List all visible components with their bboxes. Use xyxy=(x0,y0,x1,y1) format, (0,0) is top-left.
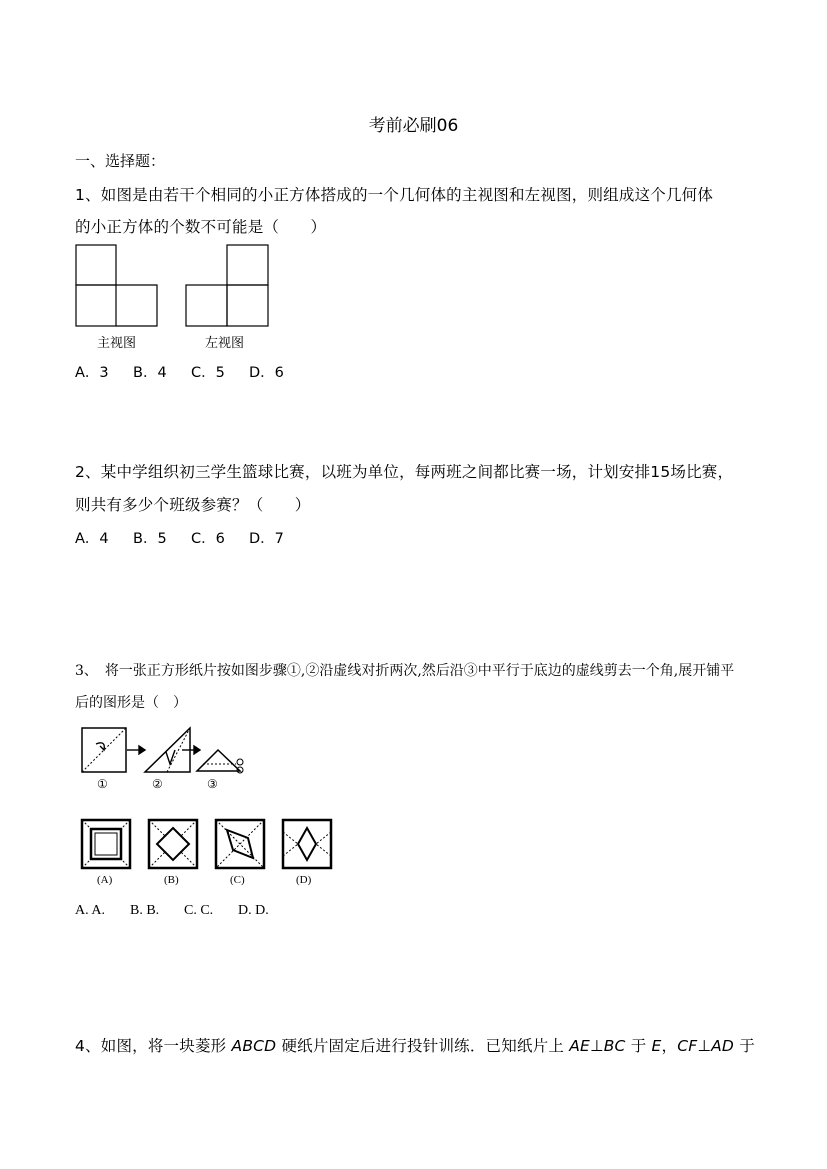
q4-var-ad: AD xyxy=(711,1037,735,1055)
main-view-label: 主视图 xyxy=(97,336,137,351)
arrow-1 xyxy=(127,746,145,754)
q1-option-d: D．6 xyxy=(249,365,284,381)
section-heading: 一、选择题： xyxy=(75,152,166,170)
left-view-label: 左视图 xyxy=(205,336,245,351)
page-title: 考前必刷06 xyxy=(368,116,459,136)
q4-text-part: 4、如图，将一块菱形 xyxy=(75,1037,227,1055)
q4-text-part: 硬纸片固定后进行投针训练．已知纸片上 xyxy=(281,1037,565,1055)
choice-c-figure xyxy=(216,820,264,868)
q3-option-c: C. C. xyxy=(184,903,214,918)
q2-option-c: C．6 xyxy=(191,531,225,547)
step1-square xyxy=(82,728,126,772)
q4-perp-symbol: ⊥ xyxy=(590,1037,604,1055)
q4-text-part: 于 xyxy=(739,1037,755,1055)
q3-option-d: D. D. xyxy=(238,903,269,918)
step-label-2: ② xyxy=(152,777,163,791)
step-label-3: ③ xyxy=(207,777,218,791)
q2-text-line2: 则共有多少个班级参赛？（ ） xyxy=(75,496,311,514)
q1-text-line2: 的小正方体的个数不可能是（ ） xyxy=(75,218,327,236)
q2-option-a: A．4 xyxy=(75,531,109,547)
q4-perp-symbol: ⊥ xyxy=(697,1037,712,1055)
q1-option-a: A．3 xyxy=(75,365,109,381)
q4-text-part: ， xyxy=(661,1037,678,1055)
q1-text-line1: 1、如图是由若干个相同的小正方体搭成的一个几何体的主视图和左视图，则组成这个几何体 xyxy=(75,186,714,204)
q3-option-b: B. B. xyxy=(130,903,160,918)
q3-text-line1: 3、 将一张正方形纸片按如图步骤①,②沿虚线对折两次,然后沿③中平行于底边的虚线剪去一个角,展开铺平 xyxy=(75,663,735,679)
choice-label-b: (B) xyxy=(164,874,179,886)
q3-option-a: A. A. xyxy=(75,903,105,918)
q1-option-c: C．5 xyxy=(191,365,225,381)
q4-text-part: 于 xyxy=(630,1037,647,1055)
step-label-1: ① xyxy=(97,777,108,791)
q4-var-cf: CF xyxy=(677,1037,698,1055)
choice-b-figure xyxy=(149,820,197,868)
q4-var-abcd: ABCD xyxy=(231,1037,277,1055)
q4-text-line1 xyxy=(75,1034,755,1056)
choice-a-figure xyxy=(82,820,130,868)
q3-options xyxy=(75,903,269,919)
q4-var-ae: AE xyxy=(569,1037,590,1055)
step3-triangle xyxy=(197,750,243,773)
choice-label-c: (C) xyxy=(230,874,245,886)
choice-label-d: (D) xyxy=(296,874,312,886)
q2-text-line1: 2、某中学组织初三学生篮球比赛，以班为单位，每两班之间都比赛一场，计划安排15场比赛， xyxy=(75,463,734,481)
q3-text-line2: 后的图形是（ ） xyxy=(75,695,187,711)
q2-option-b: B．5 xyxy=(133,531,167,547)
q4-var-bc: BC xyxy=(603,1037,626,1055)
q1-option-b: B．4 xyxy=(133,365,167,381)
choice-d-figure xyxy=(283,820,331,868)
arrow-2 xyxy=(182,746,200,754)
q2-option-d: D．7 xyxy=(249,531,284,547)
choice-label-a: (A) xyxy=(97,874,113,886)
q4-var-e: E xyxy=(651,1037,662,1055)
